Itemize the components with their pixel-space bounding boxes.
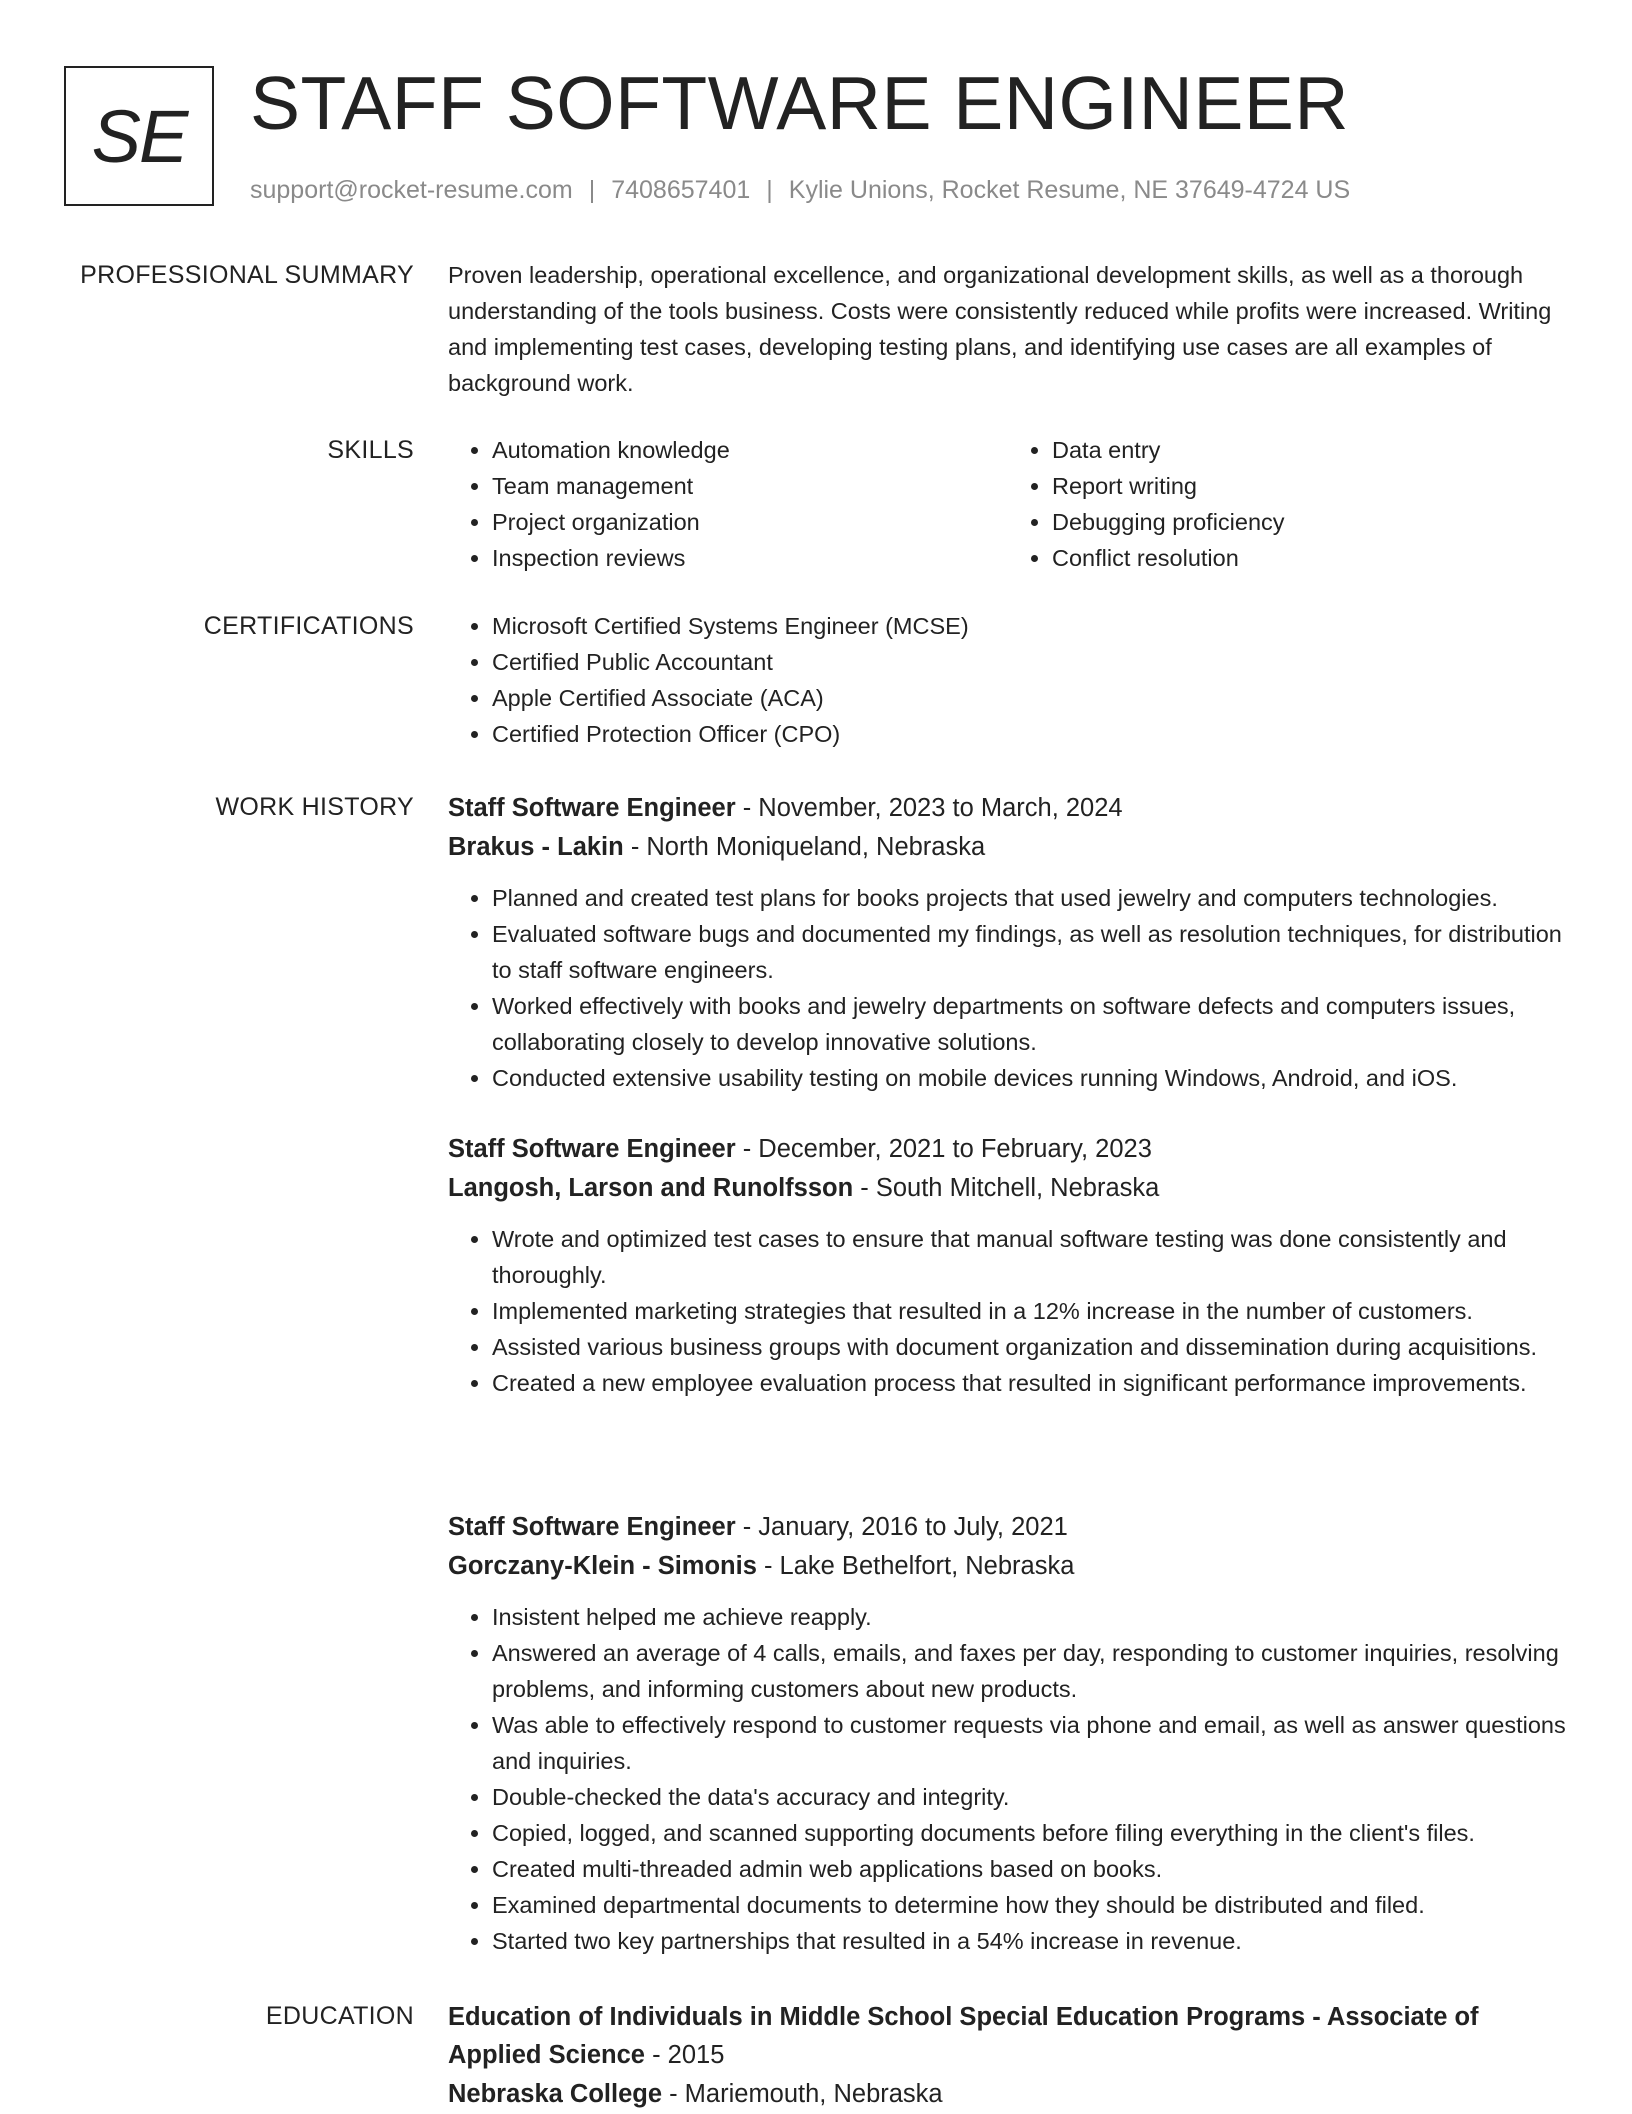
job-dates: - January, 2016 to July, 2021 <box>735 1513 1068 1541</box>
job-bullet: • Examined departmental documents to determine how they should be distributed and filed. <box>492 1887 1568 1923</box>
contact-phone[interactable]: 7408657401 <box>611 176 751 204</box>
skill-item: • Inspection reviews <box>492 540 1008 576</box>
job-location: - South Mitchell, Nebraska <box>853 1174 1160 1202</box>
job-dates: - December, 2021 to February, 2023 <box>735 1135 1152 1163</box>
job-company: Brakus - Lakin <box>448 833 624 861</box>
job-bullet: • Worked effectively with books and jewelry departments on software defects and computers issues, collaborating closely to develop innovative solutions. <box>492 988 1568 1060</box>
job-bullet: • Planned and created test plans for books projects that used jewelry and computers technologies. <box>492 880 1568 916</box>
contact-email[interactable]: support@rocket-resume.com <box>250 176 573 204</box>
job-bullets <box>448 1599 1568 1959</box>
monogram-badge: SE <box>64 66 214 206</box>
job-entry <box>448 789 1568 1096</box>
education-location: - Mariemouth, Nebraska <box>662 2080 943 2108</box>
education-school: Nebraska College <box>448 2080 663 2108</box>
job-location: - Lake Bethelfort, Nebraska <box>756 1552 1075 1580</box>
skill-item: • Project organization <box>492 504 1008 540</box>
job-title-line <box>448 789 1568 827</box>
section-heading: CERTIFICATIONS <box>203 612 414 640</box>
job-company-line <box>448 1546 1568 1586</box>
job-bullet: • Was able to effectively respond to customer requests via phone and email, as well as answer questions and inquiries. <box>492 1707 1568 1779</box>
section-heading: EDUCATION <box>265 2002 414 2030</box>
job-bullet: • Insistent helped me achieve reapply. <box>492 1599 1568 1635</box>
job-bullet: • Assisted various business groups with document organization and dissemination during acquisitions. <box>492 1329 1568 1365</box>
job-title: Staff Software Engineer <box>448 794 736 822</box>
job-bullet: • Created a new employee evaluation process that resulted in significant performance improvements. <box>492 1365 1568 1401</box>
contact-address: Kylie Unions, Rocket Resume, NE 37649-4724 US <box>788 176 1351 204</box>
summary-body <box>448 257 1568 401</box>
job-bullet: • Answered an average of 4 calls, emails, and faxes per day, responding to customer inquiries, resolving problems, and informing customers about new products. <box>492 1635 1568 1707</box>
summary-text: Proven leadership, operational excellence, and organizational development skills, as well as a thorough understanding of the tools business. Costs were consistently reduced while profits were increased. Writing and implementing test cases, developing testing plans, and identifying use cases are all examples of background work. <box>448 262 1552 396</box>
job-company: Gorczany-Klein - Simonis <box>448 1552 757 1580</box>
skill-item: • Debugging proficiency <box>1052 504 1568 540</box>
section-heading: SKILLS <box>327 436 414 464</box>
job-title: Staff Software Engineer <box>448 1135 736 1163</box>
job-bullet: • Started two key partnerships that resulted in a 54% increase in revenue. <box>492 1923 1568 1959</box>
skill-item: • Report writing <box>1052 468 1568 504</box>
skills-body <box>448 432 1568 576</box>
job-company-line <box>448 827 1568 867</box>
contact-separator: | <box>766 176 773 204</box>
job-entry <box>448 1130 1568 1401</box>
education-degree: Education of Individuals in Middle School Special Education Programs - Associate of Applied Science <box>448 2003 1479 2069</box>
job-title-line <box>448 1130 1568 1168</box>
certifications-body <box>448 608 1568 752</box>
job-dates: - November, 2023 to March, 2024 <box>735 794 1123 822</box>
skill-item: • Conflict resolution <box>1052 540 1568 576</box>
education-body <box>448 1998 1568 2114</box>
certification-item: • Certified Public Accountant <box>492 644 1568 680</box>
certification-item: • Microsoft Certified Systems Engineer (MCSE) <box>492 608 1568 644</box>
skill-item: • Team management <box>492 468 1008 504</box>
job-bullets <box>448 1221 1568 1401</box>
job-company-line <box>448 1168 1568 1208</box>
job-bullets <box>448 880 1568 1096</box>
job-bullet: • Conducted extensive usability testing on mobile devices running Windows, Android, and iOS. <box>492 1060 1568 1096</box>
skill-item: • Data entry <box>1052 432 1568 468</box>
section-heading: PROFESSIONAL SUMMARY <box>80 261 414 289</box>
education-degree-line <box>448 1998 1568 2074</box>
job-entry <box>448 1508 1568 1959</box>
job-bullet: • Copied, logged, and scanned supporting documents before filing everything in the client's files. <box>492 1815 1568 1851</box>
education-school-line <box>448 2074 1568 2114</box>
education-year: - 2015 <box>644 2041 725 2069</box>
job-bullet: • Implemented marketing strategies that resulted in a 12% increase in the number of customers. <box>492 1293 1568 1329</box>
job-location: - North Moniqueland, Nebraska <box>623 833 986 861</box>
certifications-list <box>448 608 1568 752</box>
job-bullet: • Double-checked the data's accuracy and integrity. <box>492 1779 1568 1815</box>
job-title: Staff Software Engineer <box>448 1513 736 1541</box>
job-bullet: • Wrote and optimized test cases to ensure that manual software testing was done consistently and thoroughly. <box>492 1221 1568 1293</box>
skills-list-left <box>448 432 1008 576</box>
resume-title: STAFF SOFTWARE ENGINEER <box>250 61 1350 145</box>
job-bullet: • Evaluated software bugs and documented my findings, as well as resolution techniques, for distribution to staff software engineers. <box>492 916 1568 988</box>
job-bullet: • Created multi-threaded admin web applications based on books. <box>492 1851 1568 1887</box>
contact-line <box>250 173 1350 207</box>
job-company: Langosh, Larson and Runolfsson <box>448 1174 854 1202</box>
section-heading: WORK HISTORY <box>215 793 414 821</box>
skills-list-right <box>1008 432 1568 576</box>
certification-item: • Certified Protection Officer (CPO) <box>492 716 1568 752</box>
skill-item: • Automation knowledge <box>492 432 1008 468</box>
job-title-line <box>448 1508 1568 1546</box>
contact-separator: | <box>588 176 596 204</box>
certification-item: • Apple Certified Associate (ACA) <box>492 680 1568 716</box>
